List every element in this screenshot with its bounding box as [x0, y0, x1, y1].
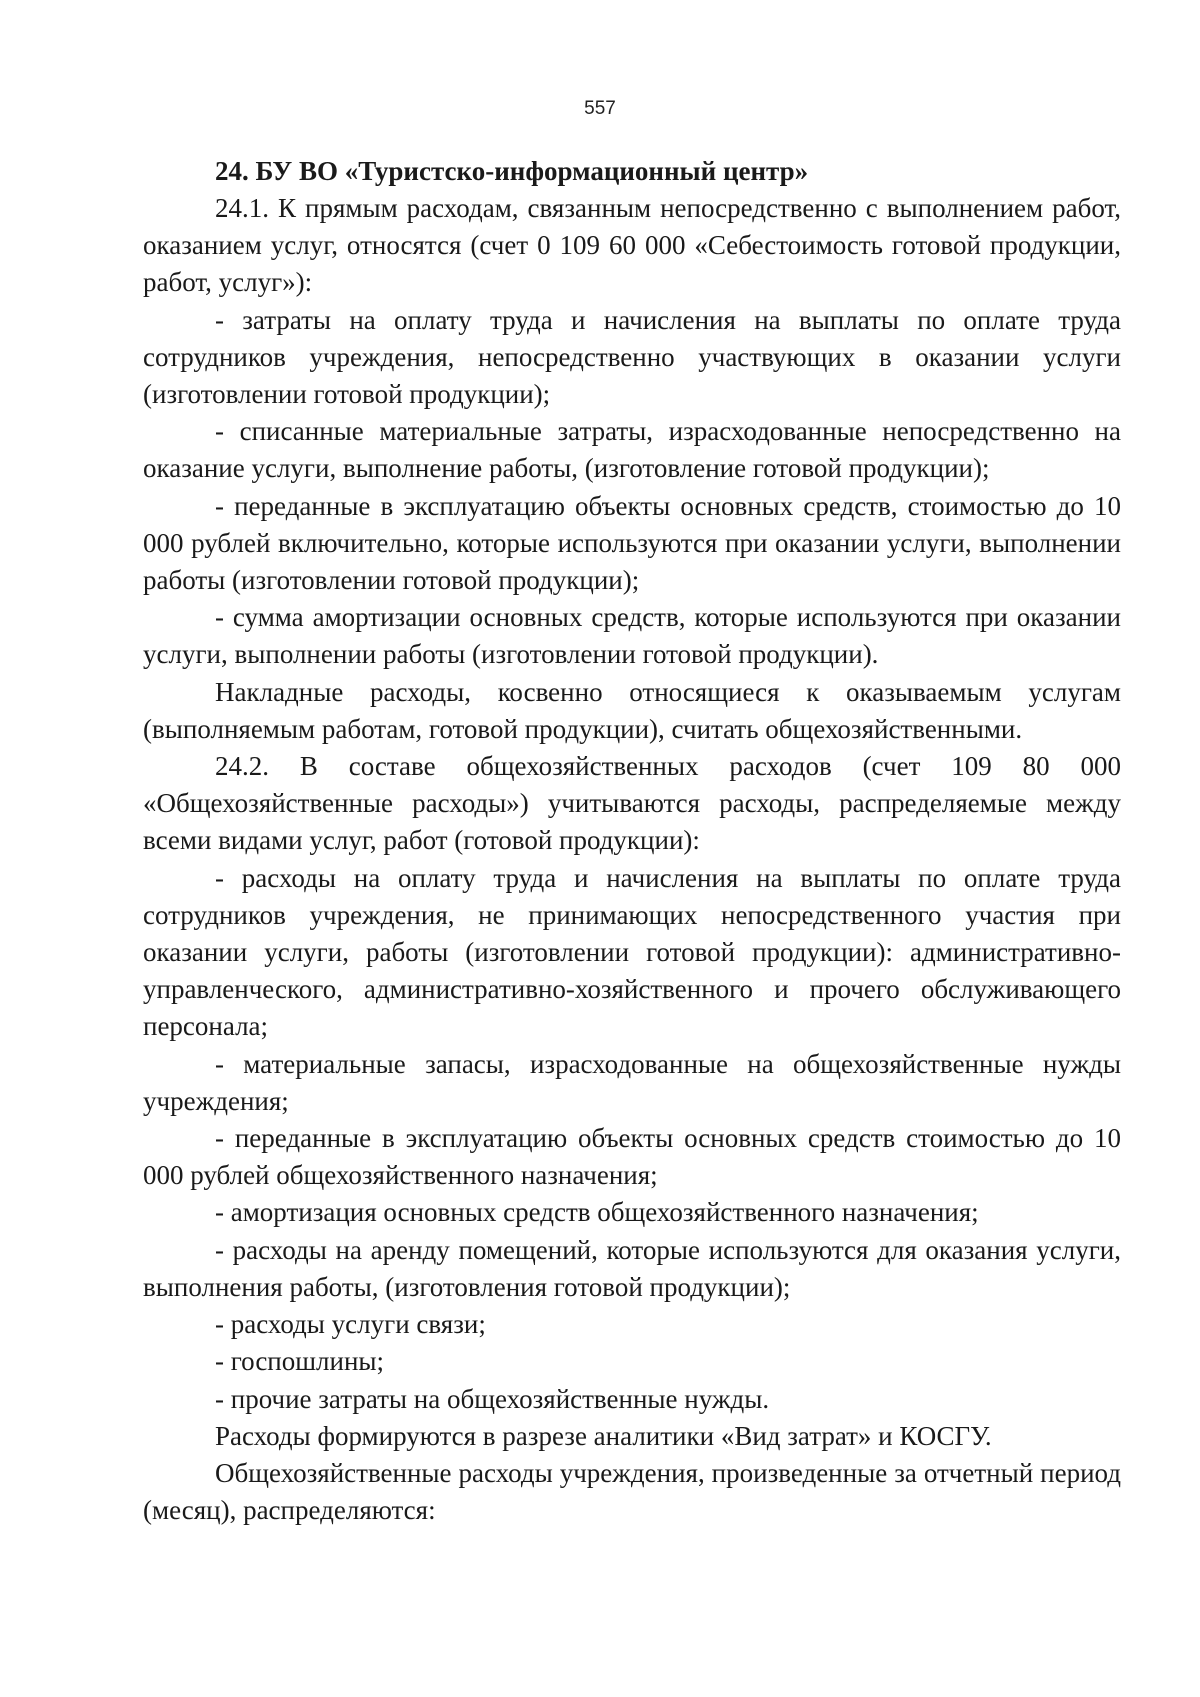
paragraph-distribution: Общехозяйственные расходы учреждения, произведенные за отчетный период (месяц), распределяются:: [143, 1457, 1121, 1526]
paragraph-depreciation: - сумма амортизации основных средств, которые используются при оказании услуги, выполнении работы (изготовлении готовой продукции).: [143, 602, 1121, 670]
paragraph-overhead: Накладные расходы, косвенно относящиеся к оказываемым услугам (выполняемым работам, готовой продукции), считать общехозяйственными.: [143, 676, 1121, 744]
paragraph-general-depreciation: - амортизация основных средств общехозяйственного назначения;: [215, 1197, 979, 1228]
paragraph-duties: - госпошлины;: [215, 1346, 385, 1377]
paragraph-material-stocks: - материальные запасы, израсходованные на общехозяйственные нужды учреждения;: [143, 1048, 1121, 1116]
paragraph-rent: - расходы на аренду помещений, которые используются для оказания услуги, выполнения работы, (изготовления готовой продукции);: [143, 1234, 1121, 1302]
paragraph-direct-costs-intro: 24.1. К прямым расходам, связанным непосредственно с выполнением работ, оказанием услуг, относятся (счет 0 109 60 000 «Себестоимость готовой продукции, работ, услуг»):: [143, 193, 1121, 298]
document-body: [143, 152, 1121, 1529]
paragraph-general-fixed-assets: - переданные в эксплуатацию объекты основных средств стоимостью до 10 000 рублей общехозяйственного назначения;: [143, 1123, 1121, 1191]
paragraph-communication: - расходы услуги связи;: [215, 1309, 486, 1340]
paragraph-fixed-assets: - переданные в эксплуатацию объекты основных средств, стоимостью до 10 000 рублей включительно, которые используются при оказании услуги, выполнении работы (изготовлении готовой продукции);: [143, 490, 1121, 596]
paragraph-labor-costs: - затраты на оплату труда и начисления на выплаты по оплате труда сотрудников учреждения, непосредственно участвующих в оказании услуги (изготовлении готовой продукции);: [143, 304, 1121, 410]
paragraph-other-costs: - прочие затраты на общехозяйственные нужды.: [215, 1383, 770, 1414]
page-number: 557: [584, 98, 616, 119]
paragraph-general-costs-intro: 24.2. В составе общехозяйственных расходов (счет 109 80 000 «Общехозяйственные расходы») учитываются расходы, распределяемые между всеми видами услуг, работ (готовой продукции):: [143, 751, 1121, 856]
paragraph-material-costs: - списанные материальные затраты, израсходованные непосредственно на оказание услуги, выполнение работы, (изготовление готовой продукции);: [143, 416, 1121, 484]
paragraph-general-labor: - расходы на оплату труда и начисления на выплаты по оплате труда сотрудников учреждения, не принимающих непосредственного участия при оказании услуги, работы (изготовлении готовой продукции): административно-управленческого, административно-хозяйственного и прочего обслуживающего персонала;: [143, 862, 1121, 1042]
section-heading: 24. БУ ВО «Туристско-информационный центр»: [215, 156, 809, 186]
paragraph-analytics: Расходы формируются в разрезе аналитики «Вид затрат» и КОСГУ.: [215, 1420, 992, 1451]
